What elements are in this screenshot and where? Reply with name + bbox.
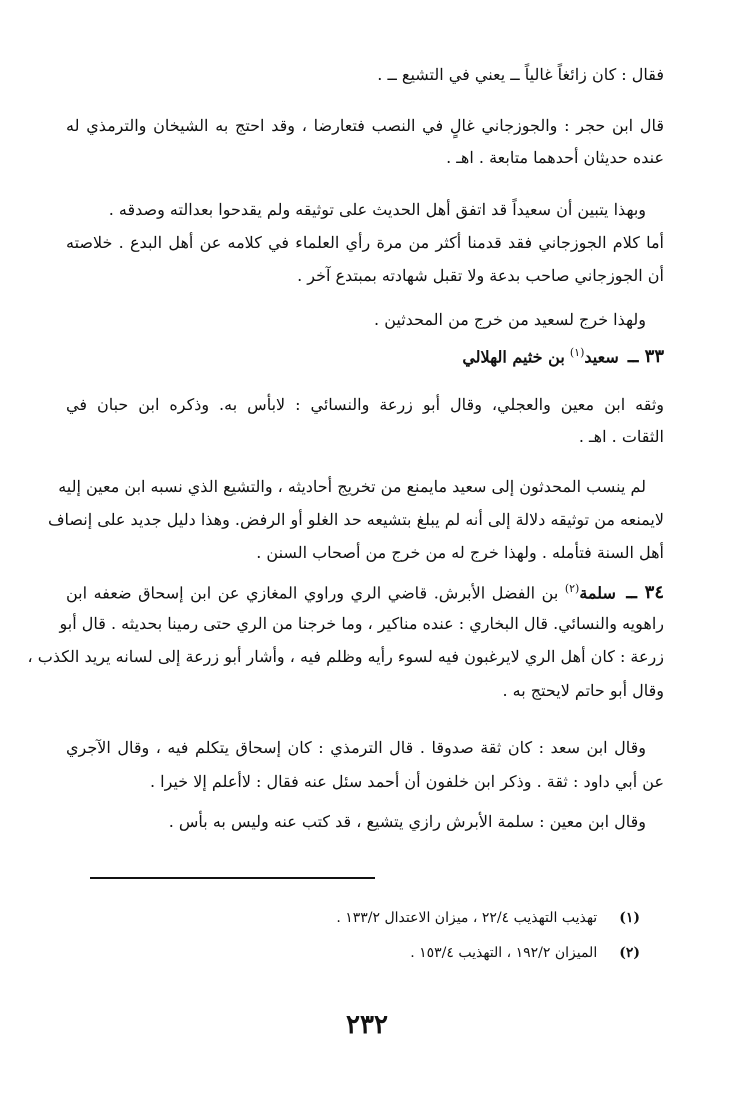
text-line: وقال ابن معين : سلمة الأبرش رازي يتشيع ، قد كتب عنه وليس به بأس . (168, 812, 646, 831)
text-line: الثقات . اهـ . (578, 427, 664, 446)
entry-heading (66, 577, 664, 605)
entry-name: سلمة (579, 583, 616, 603)
footnote-divider (90, 877, 375, 879)
text-line: أن الجوزجاني صاحب بدعة ولا تقبل شهادته بمبتدع آخر . (297, 266, 664, 285)
text-line: وقال ابن سعد : كان ثقة صدوقا . قال الترمذي : كان إسحاق يتكلم فيه ، وقال الآجري (66, 738, 646, 757)
footnote-text: تهذيب التهذيب ٢٢/٤ ، ميزان الاعتدال ١٣٣/٢ . (336, 910, 598, 926)
text-line: وبهذا يتبين أن سعيداً قد اتفق أهل الحديث على توثيقه ولم يقدحوا بعدالته وصدقه . (108, 200, 646, 219)
text-line: أهل السنة فتأمله . ولهذا خرج له من خرج من أصحاب السنن . (256, 543, 664, 562)
text-line: راهويه والنسائي. قال البخاري : عنده مناكير ، وما خرجنا من الري حتى رمينا بحديثه . قال أبو (59, 614, 664, 633)
text-line: زرعة : كان أهل الري لايرغبون فيه لسوء رأيه وظلم فيه ، وأشار أبو زرعة إلى لسانه يريد الكذب ، (27, 647, 664, 666)
entry-rest: بن خثيم الهلالي (462, 347, 565, 367)
footnote (410, 942, 640, 964)
text-line: عن أبي داود : ثقة . وذكر ابن خلفون أن أحمد سئل عنه فقال : لاأعلم إلا خيرا . (149, 772, 664, 791)
footnote (336, 907, 640, 929)
footnote-text: الميزان ١٩٢/٢ ، التهذيب ١٥٣/٤ . (410, 945, 598, 961)
footnote-number: (٢) (619, 945, 640, 961)
footnote-ref: (١) (569, 346, 585, 359)
entry-heading (462, 341, 664, 369)
text-line: أما كلام الجوزجاني فقد قدمنا أكثر من مرة رأي العلماء في كلامه عن أهل البدع . خلاصته (66, 233, 664, 252)
text-line: لايمنعه من توثيقه دلالة إلى أنه لم يبلغ بتشيعه حد الغلو أو الرفض. وهذا دليل جديد على إنصاف (47, 510, 664, 529)
entry-number: ٣٤ ــ (626, 582, 664, 604)
text-line: وثقه ابن معين والعجلي، وقال أبو زرعة والنسائي : لابأس به. وذكره ابن حبان في (66, 395, 664, 414)
footnote-ref: (٢) (564, 582, 580, 595)
text-line: وقال أبو حاتم لايحتج به . (502, 681, 664, 700)
entry-name: سعيد (584, 347, 619, 367)
text-line: قال ابن حجر : والجوزجاني غالٍ في النصب فتعارضا ، وقد احتج به الشيخان والترمذي له (66, 116, 664, 135)
page-number: ٢٣٢ (346, 1010, 388, 1040)
entry-number: ٣٣ ــ (627, 346, 664, 368)
text-line: فقال : كان زائغاً غالياً ــ يعني في التشيع ــ . (377, 65, 664, 84)
text-line: لم ينسب المحدثون إلى سعيد مايمنع من تخريج أحاديثه ، والتشيع الذي نسبه ابن معين إليه (58, 477, 646, 496)
text-line: ولهذا خرج لسعيد من خرج من المحدثين . (374, 310, 646, 329)
text-line: عنده حديثان أحدهما متابعة . اهـ . (446, 148, 664, 167)
footnote-number: (١) (619, 910, 640, 926)
entry-rest: بن الفضل الأبرش. قاضي الري وراوي المغازي عن ابن إسحاق ضعفه ابن (66, 583, 559, 603)
